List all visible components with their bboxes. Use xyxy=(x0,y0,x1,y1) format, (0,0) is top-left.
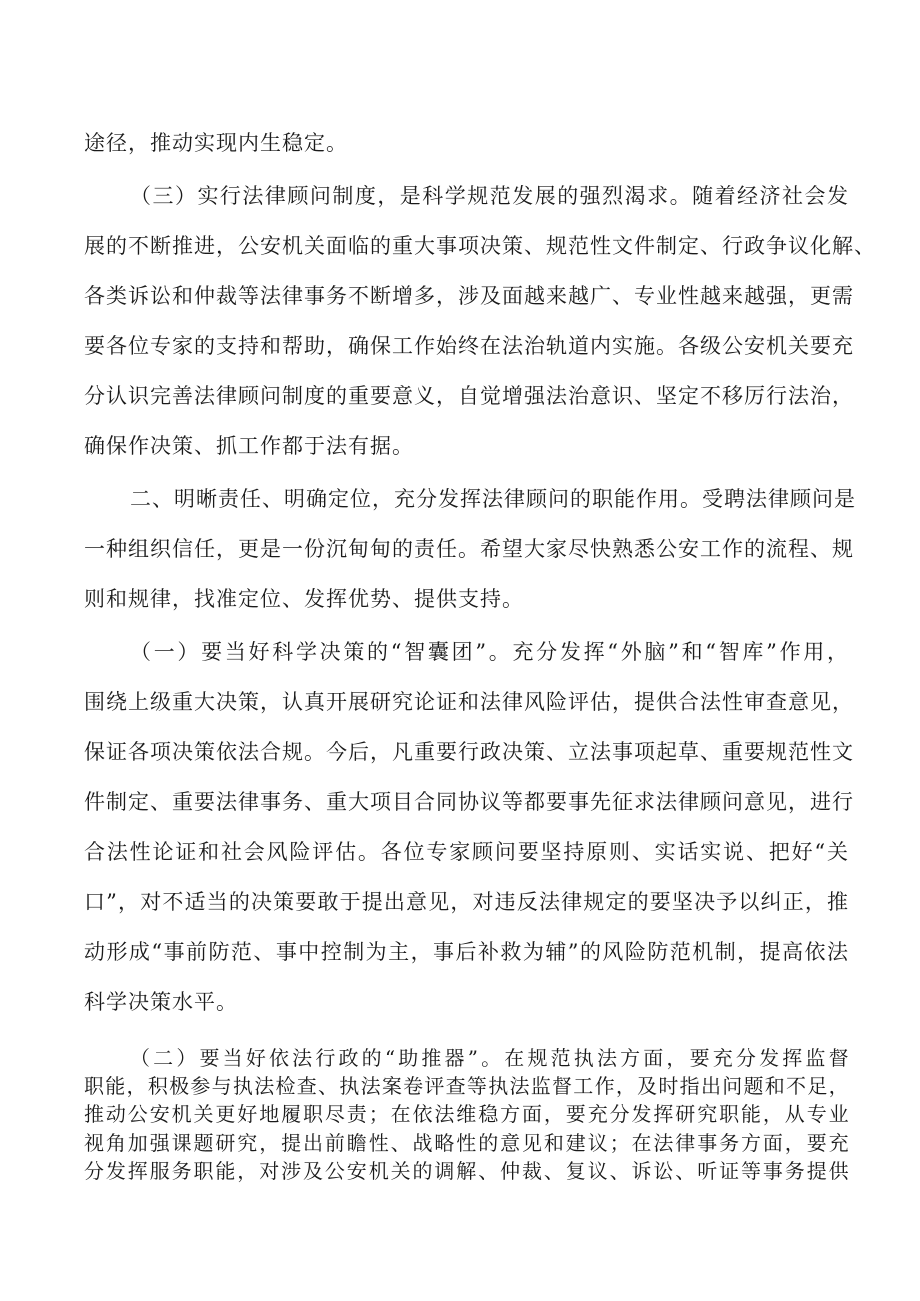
text-line: 各类诉讼和仲裁等法律事务不断增多，涉及面越来越广、专业性越来越强，更需 xyxy=(84,284,854,308)
text-line: （三）实行法律顾问制度，是科学规范发展的强烈渴求。随着经济社会发 xyxy=(130,184,849,208)
text-line: 件制定、重要法律事务、重大项目合同协议等都要事先征求法律顾问意见，进行 xyxy=(84,790,854,814)
text-line: 要各位专家的支持和帮助，确保工作始终在法治轨道内实施。各级公安机关要充 xyxy=(84,334,854,358)
text-line: 分认识完善法律顾问制度的重要意义，自觉增强法治意识、坚定不移厉行法治， xyxy=(84,384,854,408)
text-line: 则和规律，找准定位、发挥优势、提供支持。 xyxy=(84,587,524,611)
text-line: 动形成“事前防范、事中控制为主，事后补救为辅”的风险防范机制，提高依法 xyxy=(84,940,849,964)
text-line: 二、明晰责任、明确定位，充分发挥法律顾问的职能作用。受聘法律顾问是 xyxy=(130,487,856,511)
text-line: 围绕上级重大决策，认真开展研究论证和法律风险评估，提供合法性审查意见， xyxy=(84,690,854,714)
text-line: （二）要当好依法行政的“助推器”。在规范执法方面，要充分发挥监督 xyxy=(130,1046,849,1070)
text-line: 确保作决策、抓工作都于法有据。 xyxy=(84,434,414,458)
text-line: 一种组织信任，更是一份沉甸甸的责任。希望大家尽快熟悉公安工作的流程、规 xyxy=(84,537,854,561)
text-line: 途径，推动实现内生稳定。 xyxy=(84,131,348,155)
text-line: 推动公安机关更好地履职尽责；在依法维稳方面，要充分发挥研究职能，从专业 xyxy=(84,1102,849,1126)
text-line: 保证各项决策依法合规。今后，凡重要行政决策、立法事项起草、重要规范性文 xyxy=(84,740,854,764)
text-line: 科学决策水平。 xyxy=(84,990,238,1014)
text-line: （一）要当好科学决策的“智囊团”。充分发挥“外脑”和“智库”作用， xyxy=(130,640,849,664)
text-line: 分发挥服务职能，对涉及公安机关的调解、仲裁、复议、诉讼、听证等事务提供 xyxy=(84,1159,849,1183)
text-line: 展的不断推进，公安机关面临的重大事项决策、规范性文件制定、行政争议化解、 xyxy=(84,234,876,258)
text-line: 合法性论证和社会风险评估。各位专家顾问要坚持原则、实话实说、把好“关 xyxy=(84,840,849,864)
text-line: 视角加强课题研究，提出前瞻性、战略性的意见和建议；在法律事务方面，要充 xyxy=(84,1131,849,1155)
text-line: 口”，对不适当的决策要敢于提出意见，对违反法律规定的要坚决予以纠正，推 xyxy=(84,890,849,914)
text-line: 职能，积极参与执法检查、执法案卷评查等执法监督工作，及时指出问题和不足， xyxy=(84,1074,849,1098)
